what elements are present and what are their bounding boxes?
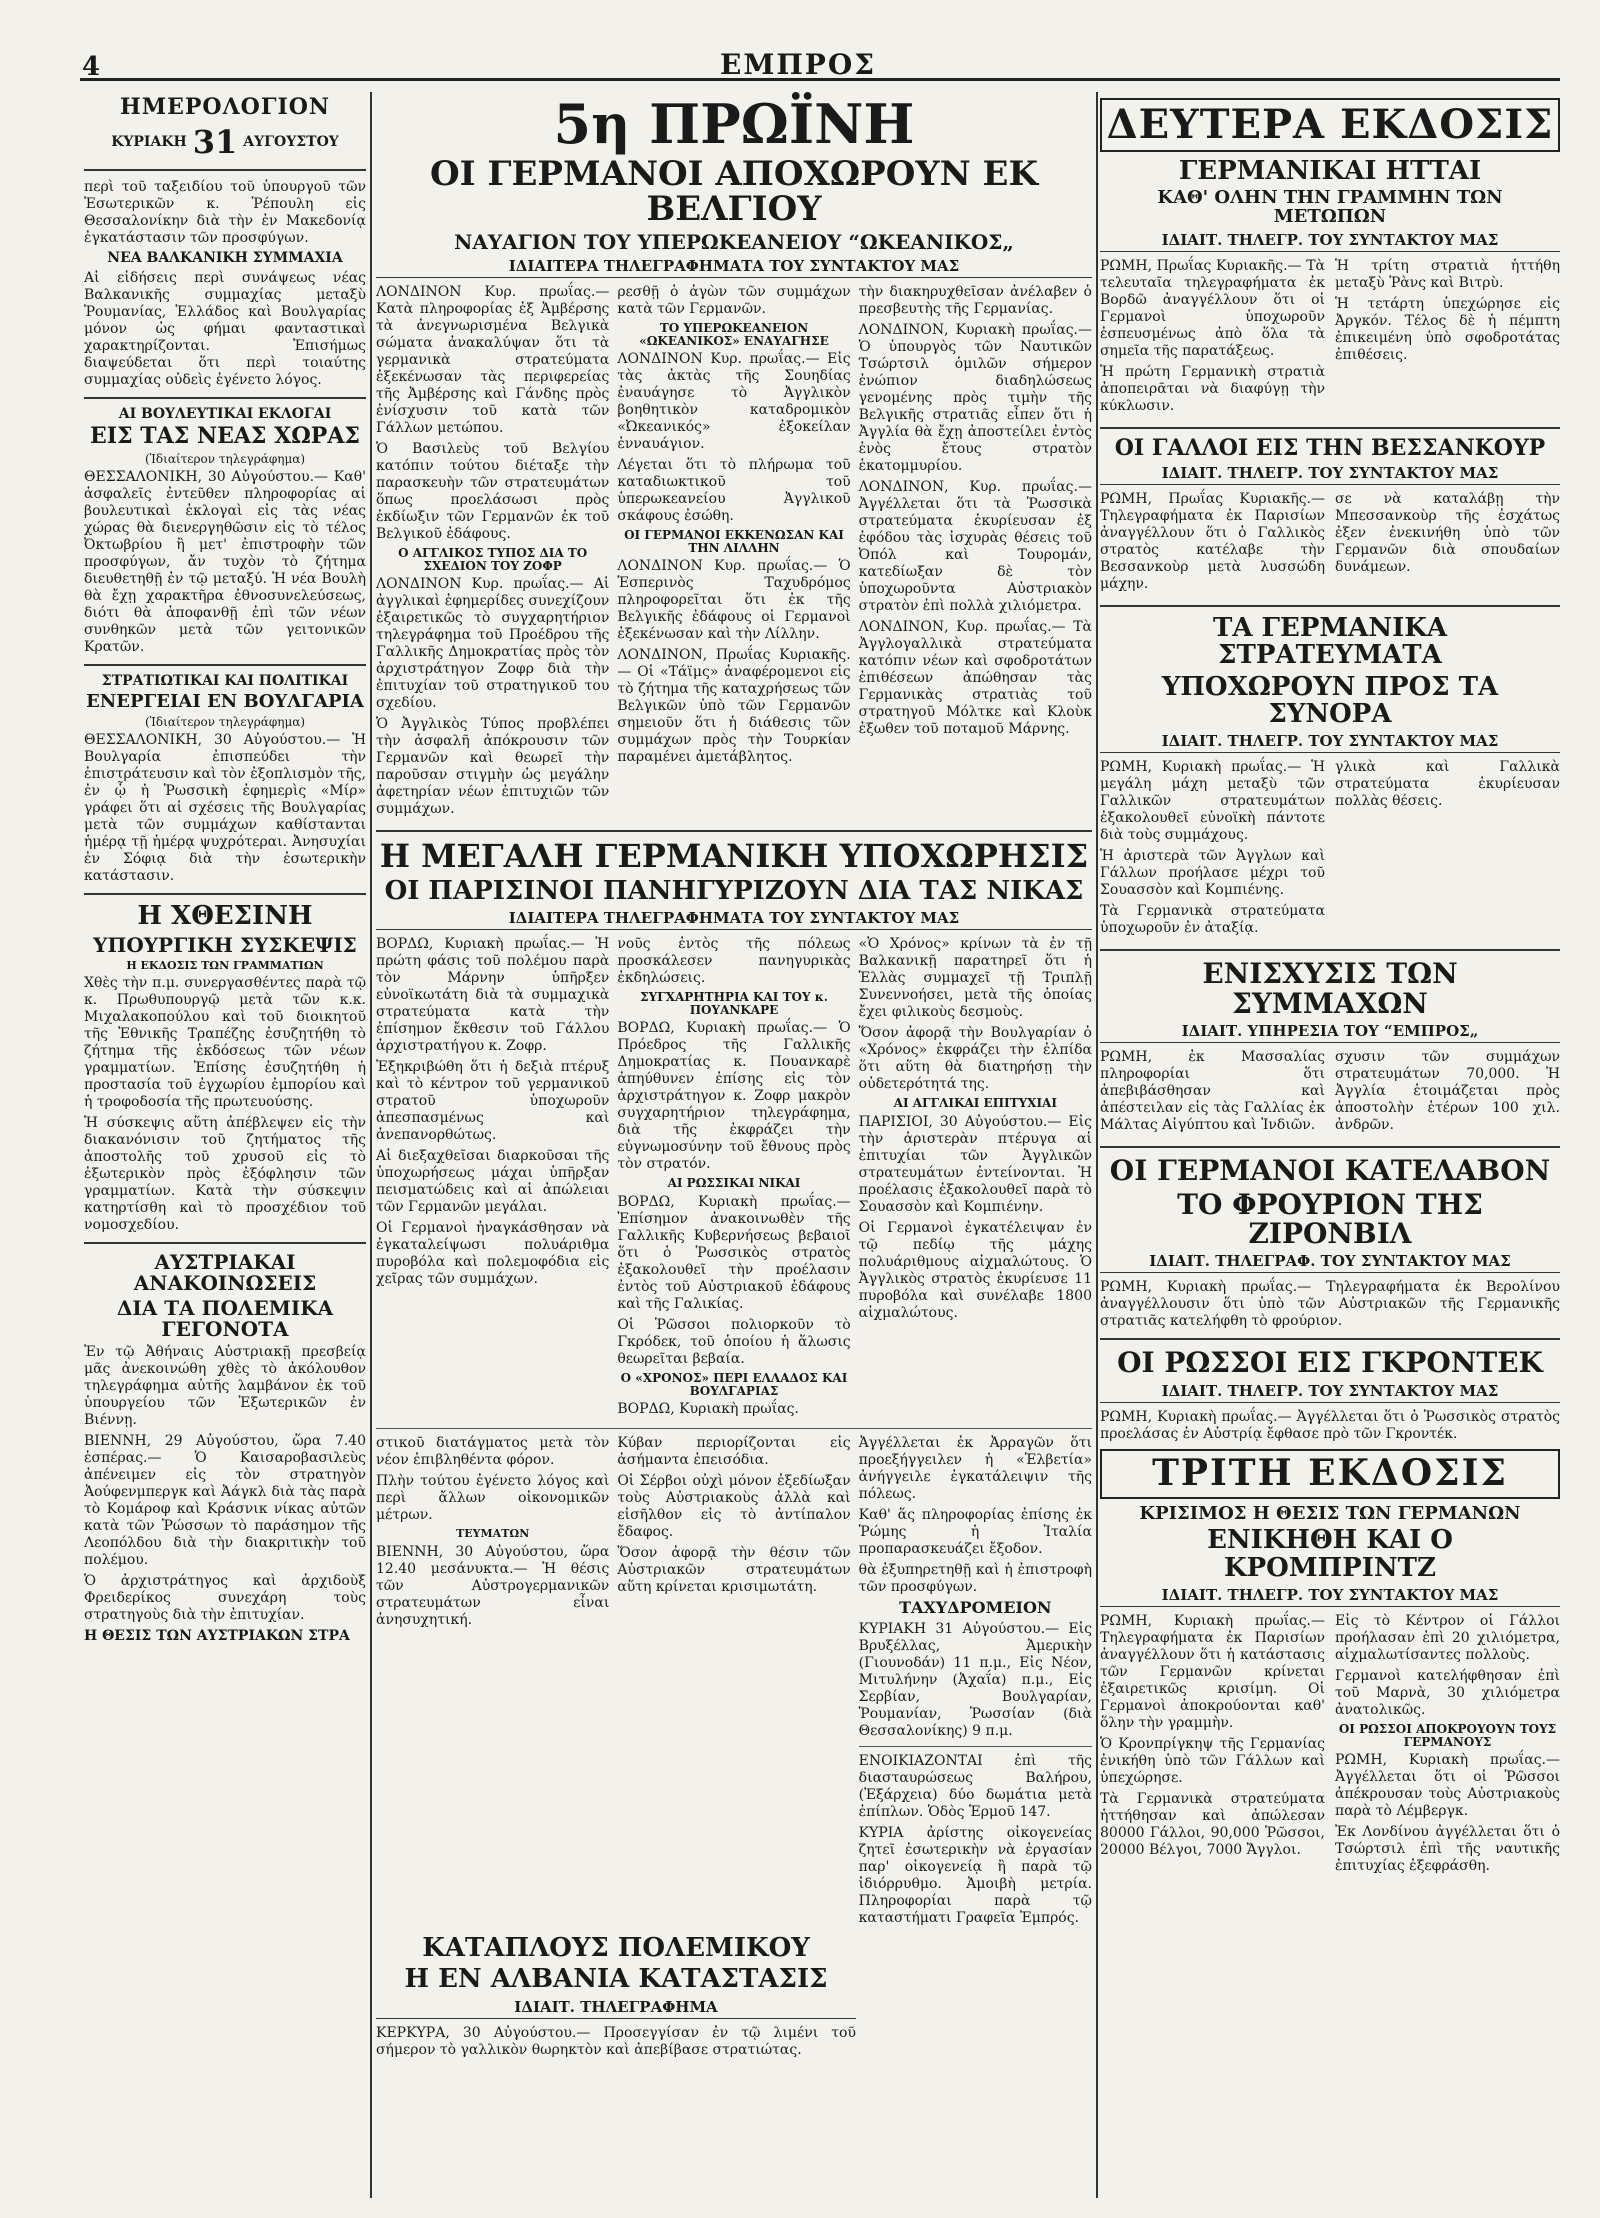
- subcolumn-1: [376, 1435, 609, 1931]
- headline-retreat: Η ΜΕΓΑΛΗ ΓΕΡΜΑΝΙΚΗ ΥΠΟΧΩΡΗΣΙΣ: [379, 837, 1089, 876]
- article-text: Γερμανοὶ κατελήφθησαν ἐπὶ τοῦ Μαρνὰ, 30 χιλιόμετρα ἀνατολικῶς.: [1335, 1667, 1560, 1718]
- subcolumn-3: [859, 284, 1092, 822]
- article-text: νοῦς ἐντὸς τῆς πόλεως προσκάλεσεν πανηγυρικὰς ἐκδηλώσεις.: [617, 936, 851, 987]
- headline-troops: ΤΑ ΓΕΡΜΑΝΙΚΑ ΣΤΡΑΤΕΥΜΑΤΑ: [1212, 613, 1448, 671]
- headline-chronos-greece: Ο «ΧΡΟΝΟΣ» ΠΕΡΙ ΕΛΛΑΔΟΣ ΚΑΙ ΒΟΥΛΓΑΡΙΑΣ: [620, 1370, 848, 1398]
- article-text: Ὅσον ἀφορᾷ τὴν Βουλγαρίαν ὁ «Χρόνος» ἐκφράζει τὴν ἐλπίδα ὅτι αὕτη θὰ διατηρήσῃ τὴν οὐδετερότητά της.: [858, 1025, 1092, 1093]
- article-text: ρεσθῇ ὁ ἀγὼν τῶν συμμάχων κατὰ τῶν Γερμανῶν.: [617, 284, 851, 318]
- headline-front: ΚΑΘ' ΟΛΗΝ ΤΗΝ ΓΡΑΜΜΗΝ ΤΩΝ ΜΕΤΩΠΩΝ: [1157, 187, 1503, 228]
- headline-defeated: ΓΕΡΜΑΝΙΚΑΙ ΗΤΤΑΙ: [1178, 156, 1482, 186]
- article-text: Χθὲς τὴν π.μ. συνεργασθέντες παρὰ τῷ κ. Πρωθυπουργῷ μετὰ τῶν κ.κ. Μιχαλακοπούλου καὶ τοῦ διοικητοῦ τῆς Ἐθνικῆς Τραπέζης ἐσυζητήθη τὸ ζήτημα τῆς ἐκδόσεως τῶν νέων γραμματίων. Ἐπίσης ἐσυζητήθη ἡ προστασία τοῦ ἐγχωρίου ἐμπορίου καὶ ἡ τροφοδοσία τῆς πρωτευούσης.: [84, 975, 366, 1111]
- telegram-label: (Ἰδιαίτερον τηλεγράφημα): [144, 451, 306, 466]
- telegram-tag: ΙΔΙΑΙΤ. ΤΗΛΕΓΡΑΦΗΜΑ: [376, 1998, 856, 2019]
- article-text: ΡΩΜΗ, Κυριακὴ πρωΐας.— Ἀγγέλλεται ὅτι οἱ Ῥῶσσοι ἀπέκρουσαν τοὺς Αὐστριακοὺς παρὰ τὸ Λέμβεργκ.: [1335, 1752, 1560, 1820]
- subcolumns-bottom: [376, 1435, 1092, 1931]
- divider: [84, 893, 366, 895]
- article-text: ΒΟΡΔΩ, Κυριακὴ πρωΐας.— Ἡ πρώτη φάσις τοῦ πολέμου παρὰ τὸν Μάρνην ὑπῆρξεν εὐνοϊκωτάτη διὰ τὰ συμμαχικὰ στρατεύματα κατὰ τὴν ἐπίσημον ἔκθεσιν τοῦ Γάλλου ἀρχιστρατήγου κ. Ζοφρ.: [376, 936, 610, 1055]
- headline-bulgaria: ΕΝΕΡΓΕΙΑΙ ΕΝ ΒΟΥΛΓΑΡΙΑ: [86, 690, 364, 712]
- article-text: Εἰς τὸ Κέντρον οἱ Γάλλοι προήλασαν ἐπὶ 20 χιλιόμετρα, αἰχμαλωτίσαντες πολλοὺς.: [1335, 1612, 1560, 1663]
- telegram-tag: ΙΔΙΑΙΤ. ΤΗΛΕΓΡ. ΤΟΥ ΣΥΝΤΑΚΤΟΥ ΜΑΣ: [1100, 464, 1560, 485]
- headline-lille: ΟΙ ΓΕΡΜΑΝΟΙ ΕΚΚΕΝΩΣΑΝ ΚΑΙ ΤΗΝ ΛΙΛΛΗΝ: [624, 528, 844, 555]
- second-edition-banner: ΔΕΥΤΕΡΑ ΕΚΔΟΣΙΣ: [1100, 98, 1560, 152]
- subcolumn-3: [859, 936, 1092, 1422]
- telegram-tag: ΙΔΙΑΙΤ. ΤΗΛΕΓΡ. ΤΟΥ ΣΥΝΤΑΚΤΟΥ ΜΑΣ: [1100, 1382, 1560, 1403]
- article-text: ΡΩΜΗ, ἐκ Μασσαλίας πληροφορίαι ὅτι ἀπεβιβάσθησαν καὶ ἀπέστειλαν εἰς τὰς Γαλλίας ἐκ Μάλτας Αἰγύπτου καὶ Ἰνδιῶν.: [1100, 1049, 1325, 1134]
- subcolumns: [1100, 759, 1560, 941]
- subcolumn-1: [1100, 491, 1325, 597]
- article-text: Αἱ διεξαχθεῖσαι διαρκοῦσαι τῆς ὑποχωρήσεως μάχαι ὑπῆρξαν πεισματώδεις καὶ αἱ ἀπώλειαι τῶν Γερμανῶν μεγάλαι.: [376, 1148, 610, 1216]
- divider: [1100, 949, 1560, 951]
- calendar-title: ΗΜΕΡΟΛΟΓΙΟΝ: [119, 94, 331, 120]
- article-text: Ἡ πρώτη Γερμανικὴ στρατιὰ ἀποπειρᾶται νὰ διαφύγῃ τὴν κύκλωσιν.: [1100, 364, 1325, 415]
- article-text: Ἡ σύσκεψις αὕτη ἀπέβλεψεν εἰς τὴν διακανόνισιν τοῦ ζητήματος τῆς ἀποστολῆς τοῦ χρυσοῦ εἰς τὸ ἐξωτερικὸν πρὸς ἐξόφλησιν τῶν γραμματίων. Κατὰ τὴν σύσκεψιν κατηρτίσθη καὶ τὸ προσχέδιον τοῦ νομοσχεδίου.: [84, 1115, 366, 1234]
- subcolumn-1: [376, 284, 609, 822]
- subcolumn-2: [617, 1435, 850, 1931]
- headline-okeanikos: ΤΟ ΥΠΕΡΩΚΕΑΝΕΙΟΝ «ΩΚΕΑΝΙΚΟΣ» ΕΝΑΥΑΓΗΣΕ: [639, 321, 829, 348]
- headline-paris: ΟΙ ΠΑΡΙΣΙΝΟΙ ΠΑΝΗΓΥΡΙΖΟΥΝ ΔΙΑ ΤΑΣ ΝΙΚΑΣ: [384, 875, 1084, 906]
- subcolumn-2: [617, 284, 850, 822]
- article-text: Οἱ Ῥῶσσοι πολιορκοῦν τὸ Γκρόδεκ, τοῦ ὁποίου ἡ ἅλωσις θεωρεῖται βεβαία.: [617, 1316, 851, 1367]
- divider: [84, 169, 366, 171]
- telegram-label: (Ἰδιαίτερον τηλεγράφημα): [144, 714, 306, 729]
- header-rule: [80, 78, 1560, 81]
- article-text: σχυσιν τῶν συμμάχων στρατευμάτων 70,000. Ἡ Ἀγγλία ἑτοιμάζεται πρὸς ἀποστολὴν ἑτέρων 100 χιλ. ἀνδρῶν.: [1335, 1049, 1560, 1134]
- subcolumns: [1100, 258, 1560, 419]
- article-text: ΡΩΜΗ, Πρωΐας Κυριακῆς.— Τὰ τελευταῖα τηλεγραφήματα ἐκ Βορδῶ ἀναγγέλλουν ὅτι οἱ Γερμανοὶ ὑποχωροῦν ἐσπευσμένως ἀπὸ ὅλα τὰ σημεῖα τῆς παρατάξεως.: [1100, 258, 1325, 360]
- article-text: ΒΙΕΝΝΗ, 29 Αὐγούστου, ὥρα 7.40 ἑσπέρας.— Ὁ Καισαροβασιλεὺς ἀπένειμεν εἰς τὸν στρατηγὸν Ἀούφενμπεργκ καὶ Ἀάγκλ διὰ τὰς παρὰ τὸ Κομάροφ καὶ Κράσνικ νίκας αὐτῶν κατὰ τῶν Ῥώσσων τὸ παράσημον τῆς Λεοπόλδου διὰ τὴν διακριτικὴν τοῦ πολέμου.: [84, 1433, 366, 1569]
- headline-english: ΑΙ ΑΓΓΛΙΚΑΙ ΕΠΙΤΥΧΙΑΙ: [893, 1096, 1057, 1111]
- divider: [84, 397, 366, 399]
- divider: [1100, 1146, 1560, 1148]
- article-text: ΡΩΜΗ, Κυριακὴ πρωΐας.— Ἀγγέλλεται ὅτι ὁ Ῥωσσικὸς στρατὸς προελάσας ἐν Αὐστρίᾳ ἔφθασε πρὸ τῶν Γκροντέκ.: [1100, 1408, 1560, 1442]
- subcolumn-1: [1100, 258, 1325, 419]
- page-number: 4: [82, 52, 101, 82]
- third-edition-banner: ΤΡΙΤΗ ΕΚΔΟΣΙΣ: [1100, 1449, 1560, 1499]
- albania-section: [376, 1932, 856, 2059]
- article-text: ΡΩΜΗ, Πρωΐας Κυριακῆς.— Τηλεγραφήματα ἐκ Παρισίων ἀναγγέλλουν ὅτι ὁ Γαλλικὸς στρατὸς κατέλαβε τὴν Βεσσανκοὺρ μετὰ λυσσώδη μάχην.: [1100, 491, 1325, 593]
- headline-crownprince: ΕΝΙΚΗΘΗ ΚΑΙ Ο ΚΡΟΜΠΡΙΝΤΖ: [1207, 1525, 1453, 1583]
- article-text: σε νὰ καταλάβῃ τὴν Μπεσσανκοὺρ τῆς ἐσχάτως ἐξεν ἐνεκινήθη ὑπὸ τῶν Γερμανῶν διὰ σπουδαίων δυνάμεων.: [1335, 491, 1560, 576]
- subcolumn-2: [617, 936, 850, 1422]
- advertisement: ΚΥΡΙΑ ἀρίστης οἰκογενείας ζητεῖ ἐσωτερικὴν νὰ ἐργασίαν παρ' οἰκογενείᾳ ἢ παρὰ τῷ ἰδιόρρυθμο. Ἀμοιβὴ μετρία. Πληροφορίαι παρὰ τῷ καταστήματι Γραφεῖα Ἐμπρός.: [858, 1824, 1092, 1926]
- subcolumn-1: [1100, 759, 1325, 941]
- divider: [1100, 605, 1560, 607]
- subcolumns: [1100, 491, 1560, 597]
- subcolumns: [1100, 1613, 1560, 1879]
- sub-headline: ΝΑΥΑΓΙΟΝ ΤΟΥ ΥΠΕΡΩΚΕΑΝΕΙΟΥ “ΩΚΕΑΝΙΚΟΣ„: [454, 230, 1014, 255]
- subcolumns: [1100, 1049, 1560, 1138]
- post-text: ΚΥΡΙΑΚΗ 31 Αὐγούστου.— Εἰς Βρυξέλλας, Ἀμερικὴν (Γιουνοδάν) 11 π.μ., Εἰς Νέον, Μιτυλήνην (Ἀχαΐα) π.μ., Εἰς Σερβίαν, Βουλγαρίαν, Ῥουμανίαν, Ῥωσσίαν (διὰ Θεσσαλονίκης) 9 π.μ.: [858, 1620, 1092, 1739]
- article-text: Ἡ ἀριστερὰ τῶν Ἀγγλων καὶ Γάλλων προήλασε μέχρι τοῦ Σουασσὸν καὶ Κομπιένης.: [1100, 848, 1325, 899]
- article-text: Καθ' ἅς πληροφορίας ἐπίσης ἐκ Ῥώμης ἡ Ἰταλία προπαρασκευάζει ἔξοδον.: [858, 1507, 1092, 1558]
- article-text: Ὅσον ἀφορᾷ τὴν θέσιν τῶν Αὐστριακῶν στρατευμάτων αὕτη κρίνεται κρισιμωτάτη.: [617, 1545, 851, 1596]
- calendar-date-line: [84, 123, 366, 161]
- advertisement: ΕΝΟΙΚΙΑΖΟΝΤΑΙ ἐπὶ τῆς διασταυρώσεως Βαλήρου, (Ἐξάρχεια) δύο δωμάτια μετὰ ἐπίπλων. Ὁδὸς Ἑρμοῦ 147.: [858, 1752, 1092, 1820]
- article-text: ΒΟΡΔΩ, Κυριακὴ πρωΐας.— Ἐπίσημον ἀνακοινωθὲν τῆς Γαλλικῆς Κυβερνήσεως βεβαιοῖ ὅτι ὁ Ῥωσσικὸς στρατὸς ἐξακολουθεῖ τὴν προέλασιν ἐντὸς τοῦ Αὐστριακοῦ ἐδάφους καὶ τῆς Γαλικίας.: [617, 1193, 851, 1312]
- headline-repel: ΟΙ ΡΩΣΣΟΙ ΑΠΟΚΡΟΥΟΥΝ ΤΟΥΣ ΓΕΡΜΑΝΟΥΣ: [1338, 1721, 1557, 1749]
- divider: [376, 1428, 1092, 1429]
- masthead: ΕΜΠΡΟΣ: [720, 48, 877, 81]
- article-text: Λέγεται ὅτι τὸ πλήρωμα τοῦ καταδιωκτικοῦ τοῦ ὑπερωκεανείου Ἀγγλικοῦ σκάφους ἐσώθη.: [617, 457, 851, 525]
- main-headline: ΟΙ ΓΕΡΜΑΝΟΙ ΑΠΟΧΩΡΟΥΝ ΕΚ ΒΕΛΓΙΟΥ: [429, 153, 1038, 230]
- article-text: ΠΑΡΙΣΙΟΙ, 30 Αὐγούστου.— Εἰς τὴν ἀριστερὰν πτέρυγα αἱ ἐπιτυχίαι τῶν Ἀγγλικῶν στρατευμάτων ἐντείνονται. Ἡ προέλασις ἐξακολουθεῖ παρὰ τὸ Σουασσὸν καὶ Κομπιένην.: [858, 1113, 1092, 1215]
- column-right: [1100, 92, 1560, 2198]
- divider: [1100, 1338, 1560, 1340]
- headline-grodek: ΟΙ ΡΩΣΣΟΙ ΕΙΣ ΓΚΡΟΝΤΕΚ: [1117, 1346, 1543, 1380]
- headline-captured: ΟΙ ΓΕΡΜΑΝΟΙ ΚΑΤΕΛΑΒΟΝ: [1109, 1154, 1551, 1188]
- telegram-tag: ΙΔΙΑΙΤΕΡΑ ΤΗΛΕΓΡΑΦΗΜΑΤΑ ΤΟΥ ΣΥΝΤΑΚΤΟΥ ΜΑΣ: [376, 909, 1092, 930]
- subcolumn-1: [376, 936, 609, 1422]
- subcolumn-2: [1335, 1613, 1560, 1879]
- headline-border: ΥΠΟΧΩΡΟΥΝ ΠΡΟΣ ΤΑ ΣΥΝΟΡΑ: [1161, 671, 1499, 730]
- article-text: Οἱ Γερμανοὶ ἠναγκάσθησαν νὰ ἐγκαταλείψωσι πολυάριθμα πυροβόλα καὶ πολεμοφόδια εἰς χεῖρας τῶν συμμάχων.: [376, 1220, 610, 1288]
- austrian-telegram-label: ΤΕΥΜΑΤΩΝ: [456, 1527, 530, 1541]
- article-text: «Ὁ Χρόνος» κρίνων τὰ ἐν τῇ Βαλκανικῇ παρατηρεῖ ὅτι ἡ Ἑλλὰς συμμαχεῖ τῇ Τριπλῇ Συνεννοήσει, μετὰ τῆς ὁποίας ἔχει φιλικοὺς δεσμοὺς.: [858, 936, 1092, 1021]
- calendar-month: ΑΥΓΟΥΣΤΟΥ: [243, 134, 339, 151]
- article-text: ΡΩΜΗ, Κυριακὴ πρωΐας.— Ἡ μεγάλη μάχη μεταξὺ τῶν Γαλλικῶν στρατευμάτων ἐξακολουθεῖ εὐνοϊκὴ πάντοτε διὰ τοὺς συμμάχους.: [1100, 759, 1325, 844]
- article-text: ΒΟΡΔΩ, Κυριακὴ πρωΐας.— Ὁ Πρόεδρος τῆς Γαλλικῆς Δημοκρατίας κ. Πουανκαρὲ ἀπηύθυνεν ἐπίσης εἰς τὸν ἀρχιστράτηγον κ. Ζοφρ μακρὸν συγχαρητήριον τηλεγράφημα, διὰ τῆς ἐκφράζει τὴν εὐγνωμοσύνην τοῦ ἔθνους πρὸς τὸν στρατόν.: [617, 1020, 851, 1173]
- article-text: ΛΟΝΔΙΝΟΝ Κυρ. πρωΐας.— Αἱ ἀγγλικαὶ ἐφημερίδες συνεχίζουν ἐξαιρετικῶς τὸ συγχαρητήριον τηλεγράφημα τοῦ Προέδρου τῆς Γαλλικῆς Δημοκρατίας πρὸς τὸν ἀρχιστράτηγον Ζοφρ διὰ τὴν ἐπιτυχίαν τοῦ στρατηγικοῦ του σχεδίου.: [376, 576, 610, 712]
- subcolumn-3: [859, 1435, 1092, 1931]
- column-center: [376, 92, 1092, 2198]
- post-title: ΤΑΧΥΔΡΟΜΕΙΟΝ: [899, 1598, 1052, 1618]
- divider: [376, 830, 1092, 832]
- divider: [84, 1242, 366, 1244]
- headline-cataplous: ΚΑΤΑΠΛΟΥΣ ΠΟΛΕΜΙΚΟΥ: [422, 1932, 810, 1963]
- subcolumn-1: [1100, 1613, 1325, 1879]
- article-text: ΛΟΝΔΙΝΟΝ, Κυριακὴ πρωΐας.— Ὁ ὑπουργὸς τῶν Ναυτικῶν Τσώρτσιλ ὁμιλῶν σήμερον ἐνώπιον διαδηλώσεως γενομένης πρὸς τιμὴν τῆς Βελγικῆς στρατιᾶς εἶπεν ὅτι ἡ Ἀγγλία θὰ ἔχῃ ἀποστείλει ἐντὸς ἑνὸς ἔτους στρατὸν ἑκατομμυρίου.: [858, 322, 1092, 475]
- headline-poincare: ΣΥΓΧΑΡΗΤΗΡΙΑ ΚΑΙ ΤΟΥ κ. ΠΟΥΑΝΚΑΡΕ: [640, 990, 828, 1017]
- article-text: ΛΟΝΔΙΝΟΝ, Κυρ. πρωΐας.— Ἀγγέλλεται ὅτι τὰ Ῥωσσικὰ στρατεύματα ἐκυρίευσαν ἐξ ἐφόδου τὰς ἰσχυρὰς θέσεις τοῦ Ὀπόλ καὶ Τουρομάν, κατεδίωξαν δὲ τὸν ὑποχωροῦντα Αὐστριακὸν στρατὸν ἐπὶ πολλὰ χιλιόμετρα.: [858, 479, 1092, 615]
- article-text: Πλὴν τούτου ἐγένετο λόγος καὶ περὶ ἄλλων οἰκονομικῶν μέτρων.: [376, 1473, 610, 1524]
- headline-alliance: ΝΕΑ ΒΑΛΚΑΝΙΚΗ ΣΥΜΜΑΧΙΑ: [107, 250, 343, 267]
- divider: [859, 1746, 1092, 1747]
- divider: [1100, 427, 1560, 429]
- article-text: Οἱ Σέρβοι οὐχὶ μόνον ἐξεδίωξαν τοὺς Αὐστριακοὺς ἀλλὰ καὶ εἰσῆλθον εἰς τὸ ἀντίπαλον ἔδαφος.: [617, 1473, 851, 1541]
- calendar-day: ΚΥΡΙΑΚΗ: [111, 134, 187, 151]
- article-text: Ὁ Βασιλεὺς τοῦ Βελγίου κατόπιν τούτου διέταξε τὴν παρασκευὴν τῶν στρατευμάτων ὅπως προελάσωσι πρὸς ἐκδίωξιν τῶν Γερμανῶν ἐκ τοῦ Βελγικοῦ ἐδάφους.: [376, 441, 610, 543]
- divider: [84, 664, 366, 666]
- headline-council-2: ΥΠΟΥΡΓΙΚΗ ΣΥΣΚΕΨΙΣ: [93, 932, 357, 957]
- article-text: Ὁ Ἀγγλικὸς Τύπος προβλέπει τὴν ἀσφαλῆ ἀπόκρουσιν τῶν Γερμανῶν καὶ θεωρεῖ τὴν παροῦσαν στιγμὴν ὡς μεγάλην ἀφετηρίαν νέων ἐπιτυχιῶν τῶν συμμάχων.: [376, 716, 610, 818]
- article-text: Ὁ ἀρχιστράτηγος καὶ ἀρχιδοὺξ Φρειδερίκος συνεχάρη τοὺς στρατηγοὺς διὰ τὴν ἐπιτυχίαν.: [84, 1573, 366, 1624]
- headline-zironbil: ΤΟ ΦΡΟΥΡΙΟΝ ΤΗΣ ΖΙΡΟΝΒΙΛ: [1177, 1187, 1483, 1250]
- article-text: ΒΟΡΔΩ, Κυριακὴ πρωΐας.: [617, 1401, 799, 1418]
- article-text: Ὁ Κρονπρίγκηψ τῆς Γερμανίας ἐνικήθη ὑπὸ τῶν Γάλλων καὶ ὑπεχώρησε.: [1100, 1735, 1325, 1786]
- article-text: ΛΟΝΔΙΝΟΝ Κυρ. πρωΐας.— Ὁ Ἑσπερινὸς Ταχυδρόμος πληροφορεῖται ὅτι ἐκ τῆς Βελγικῆς ἐδάφους οἱ Γερμανοὶ ἐξεκένωσαν καὶ τὴν Λίλλην.: [617, 558, 851, 643]
- article-text: ΒΙΕΝΝΗ, 30 Αὐγούστου, ὥρα 12.40 μεσάνυκτα.— Ἡ θέσις τῶν Αὐστρογερμανικῶν στρατευμάτων εἶναι ἀνησυχητική.: [376, 1543, 610, 1628]
- article-text: ΘΕΣΣΑΛΟΝΙΚΗ, 30 Αὐγούστου.— Ἡ Βουλγαρία ἐπισπεύδει τὴν ἐπιστράτευσιν καὶ τὸν ἐξοπλισμὸν τῆς, ἐν ᾧ ἡ Ῥωσσικὴ ἐφημερὶς «Μίρ» γράφει ὅτι αἱ σχέσεις τῆς Βουλγαρίας μετὰ τῶν συμμάχων καθίστανται ἡμέρᾳ τῇ ἡμέρᾳ ψυχρότεραι. Ἀνησυχίαι ἐν Σόφιᾳ διὰ τὴν ἐσωτερικὴν κατάστασιν.: [84, 732, 366, 885]
- headline-critical: ΚΡΙΣΙΜΟΣ Η ΘΕΣΙΣ ΤΩΝ ΓΕΡΜΑΝΩΝ: [1139, 1502, 1521, 1524]
- telegram-tag: ΙΔΙΑΙΤ. ΤΗΛΕΓΡ. ΤΟΥ ΣΥΝΤΑΚΤΟΥ ΜΑΣ: [1100, 1586, 1560, 1607]
- headline-austria-2: ΔΙΑ ΤΑ ΠΟΛΕΜΙΚΑ ΓΕΓΟΝΟΤΑ: [116, 1296, 334, 1342]
- article-text: Τὰ Γερμανικὰ στρατεύματα ὑποχωροῦν ἐν ἀταξίᾳ.: [1100, 903, 1325, 937]
- telegram-tag: ΙΔΙΑΙΤ. ΤΗΛΕΓΡ. ΤΟΥ ΣΥΝΤΑΚΤΟΥ ΜΑΣ: [1100, 231, 1560, 252]
- article-text: θὰ ἐξυπηρετηθῇ καὶ ἡ ἐπιστροφὴ τῶν προσφύγων.: [858, 1562, 1092, 1596]
- article-text: Ἐξηκριβώθη ὅτι ἡ δεξιὰ πτέρυξ καὶ τὸ κέντρον τοῦ γερμανικοῦ στρατοῦ ὑποχωροῦν ἀπεσπασμένως καὶ ἀνεπανορθώτως.: [376, 1059, 610, 1144]
- subcolumn-2: [1335, 258, 1560, 419]
- subcolumn-1: [1100, 1049, 1325, 1138]
- headline-reinforce: ΕΝΙΣΧΥΣΙΣ ΤΩΝ ΣΥΜΜΑΧΩΝ: [1202, 957, 1458, 1020]
- article-text: περὶ τοῦ ταξειδίου τοῦ ὑπουργοῦ τῶν Ἐσωτερικῶν κ. Ῥέπουλη εἰς Θεσσαλονίκην διὰ τὴν ἐν Μακεδονίᾳ ἐγκατάστασιν τῶν προσφύγων.: [84, 179, 366, 247]
- article-text: ΘΕΣΣΑΛΟΝΙΚΗ, 30 Αὐγούστου.— Καθ' ἀσφαλεῖς ἐντεῦθεν πληροφορίας αἱ βουλευτικαὶ ἐκλογαὶ εἰς τὰς νέας χώρας θὰ διενεργηθῶσιν εἰς τὸ τέλος Ὀκτωβρίου ἢ μετ' ἐπιστροφὴν τῶν προσφύγων, ἄν τυχὸν τὸ ζήτημα διευθετηθῇ ἐν τῷ μεταξύ. Ἡ νέα Βουλὴ θὰ ἔχῃ χαρακτῆρα ἐθνοσυνελεύσεως, διότι θὰ ἀποφανθῇ ἐπὶ τῶν νέων συνθηκῶν μετὰ τῶν γειτονικῶν Κρατῶν.: [84, 469, 366, 656]
- subcolumn-2: [1335, 491, 1560, 597]
- article-text: Ἀγγέλλεται ἐκ Ἀρραγῶν ὅτι προεξήγγειλεν ἡ «Ἑλβετία» ἀνήγγειλε ἐγκατάλειψιν τῆς πόλεως.: [858, 1435, 1092, 1503]
- edition-title: 5η ΠΡΩΪΝΗ: [553, 92, 915, 156]
- subcolumns-middle: [376, 936, 1092, 1422]
- article-text: ΛΟΝΔΙΝΟΝ, Κυρ. πρωΐας.— Τὰ Ἀγγλογαλλικὰ στρατεύματα κατόπιν νέων καὶ σφοδροτάτων ἐπιθέσεων ἀπώθησαν τὰς Γερμανικὰς στρατιὰς τοῦ στρατηγοῦ Μόλτκε καὶ Κλοὺκ ἐξωθεν τοῦ ποταμοῦ Μάρνης.: [858, 619, 1092, 738]
- article-text: Η ΘΕΣΙΣ ΤΩΝ ΑΥΣΤΡΙΑΚΩΝ ΣΤΡΑ: [84, 1628, 350, 1645]
- article-text: γλικὰ καὶ Γαλλικὰ στρατεύματα ἐκυρίευσαν πολλὰς θέσεις.: [1335, 759, 1560, 810]
- article-text: Αἱ εἰδήσεις περὶ συνάψεως νέας Βαλκανικῆς συμμαχίας μεταξὺ Ῥουμανίας, Ἑλλάδος καὶ Βουλγαρίας μόνον ὡς φήμαι φανταστικαὶ χαρακτηρίζονται. Ἐπισήμως διαψεύδεται ὅτι περὶ τοιαύτης συμμαχίας οὐδεὶς ἐγένετο λόγος.: [84, 269, 366, 388]
- article-text: Οἱ Γερμανοὶ ἐγκατέλειψαν ἐν τῷ πεδίῳ τῆς μάχης πολυάριθμους αἰχμαλώτους. Ὁ Ἀγγλικὸς στρατὸς ἐκυρίευσε 11 πυροβόλα καὶ συνέλαβε 1800 αἰχμαλώτους.: [858, 1219, 1092, 1321]
- article-text: ΛΟΝΔΙΝΟΝ, Πρωΐας Κυριακῆς.— Οἱ «Τάϊμς» ἀναφέρομενοι εἰς τὸ ζήτημα τῆς καταχρήσεως τῶν Βελγικῶν ὑπὸ τῶν Γερμανῶν σημειοῦν ὅτι ἡ διάθεσις τῶν συμμάχων πρὸς τὴν Τουρκίαν παραμένει ἀμετάβλητος.: [617, 647, 851, 766]
- telegram-tag: ΙΔΙΑΙΤ. ΥΠΗΡΕΣΙΑ ΤΟΥ “ΕΜΠΡΟΣ„: [1100, 1022, 1560, 1043]
- article-text: Ἡ τετάρτη ὑπεχώρησε εἰς Ἀργκόν. Τέλος δὲ ἡ πέμπτη ἐπικειμένη ὑπὸ σφοδροτάτας ἐπιθέσεις.: [1335, 296, 1560, 364]
- headline-bulgaria-kicker: ΣΤΡΑΤΙΩΤΙΚΑΙ ΚΑΙ ΠΟΛΙΤΙΚΑΙ: [101, 673, 349, 690]
- headline-russian: ΑΙ ΡΩΣΣΙΚΑΙ ΝΙΚΑΙ: [667, 1176, 801, 1191]
- article-text: ΛΟΝΔΙΝΟΝ Κυρ. πρωΐας.— Κατὰ πληροφορίας ἐξ Ἀμβέρσης τὰ ἀνεγνωρισμένα Βελγικὰ σώματα ἀνακαλύψαν ὅτι τὰ γερμανικὰ στρατεύματα ἐξεκένωσαν τὰς περιφερείας τῆς Ἀμβέρσης καὶ Γάνδης πρὸς ἐνίσχυσιν τοῦ κατὰ τῶν Γάλλων μετώπου.: [376, 284, 610, 437]
- headline-zof: Ο ΑΓΓΛΙΚΟΣ ΤΥΠΟΣ ΔΙΑ ΤΟ ΣΧΕΔΙΟΝ ΤΟΥ ΖΟΦΡ: [398, 546, 588, 573]
- headline-albania: Η ΕΝ ΑΛΒΑΝΙΑ ΚΑΤΑΣΤΑΣΙΣ: [404, 1964, 828, 1995]
- subcolumns-top: [376, 284, 1092, 822]
- headline-bessancourt: ΟΙ ΓΑΛΛΟΙ ΕΙΣ ΤΗΝ ΒΕΣΣΑΝΚΟΥΡ: [1114, 435, 1546, 462]
- column-divider: [370, 92, 372, 2198]
- column-divider: [1096, 92, 1098, 2198]
- headline-council-1: Η ΧΘΕΣΙΝΗ: [137, 901, 313, 932]
- article-text: Ἡ τρίτη στρατιὰ ἡττήθη μεταξὺ Ῥὰνς καὶ Βιτρὺ.: [1335, 258, 1560, 292]
- subcolumn-2: [1335, 1049, 1560, 1138]
- headline-elections-kicker: ΑΙ ΒΟΥΛΕΥΤΙΚΑΙ ΕΚΛΟΓΑΙ: [118, 405, 332, 422]
- article-text: τὴν διακηρυχθεῖσαν ἀνέλαβεν ὁ πρεσβευτὴς τῆς Γερμανίας.: [858, 284, 1092, 318]
- article-text: ΚΕΡΚΥΡΑ, 30 Αὐγούστου.— Προσεγγίσαν ἐν τῷ λιμένι τοῦ σήμερον τὸ γαλλικὸν θωρηκτὸν καὶ ἀπεβίβασε στρατιώτας.: [376, 2024, 856, 2058]
- article-text: Κύβαν περιορίζονται εἰς ἀσήμαντα ἐπεισόδια.: [617, 1435, 851, 1469]
- telegram-tag: ΙΔΙΑΙΤΕΡΑ ΤΗΛΕΓΡΑΦΗΜΑΤΑ ΤΟΥ ΣΥΝΤΑΚΤΟΥ ΜΑΣ: [376, 257, 1092, 278]
- article-text: Ἐκ Λονδίνου ἀγγέλλεται ὅτι ὁ Τσώρτσιλ ἐπὶ τῆς ναυτικῆς ἐπιτυχίας ἐξεφράσθη.: [1335, 1824, 1560, 1875]
- headline-austria-1: ΑΥΣΤΡΙΑΚΑΙ ΑΝΑΚΟΙΝΩΣΕΙΣ: [133, 1250, 317, 1296]
- calendar-date: 31: [192, 123, 238, 162]
- article-text: στικοῦ διατάγματος μετὰ τὸν νέον ἐπιβληθέντα φόρον.: [376, 1435, 610, 1469]
- article-text: ΡΩΜΗ, Κυριακὴ πρωΐας.— Τηλεγραφήματα ἐκ Παρισίων ἀναγγέλλουν ὅτι ἡ κατάστασις τῶν Γερμανῶν κρίνεται ἐξαιρετικῶς κρισίμη. Οἱ Γερμανοὶ ἀποκρούονται καθ' ὅλην τὴν γραμμὴν.: [1100, 1612, 1325, 1731]
- column-left: [84, 92, 366, 2198]
- article-text: ΡΩΜΗ, Κυριακὴ πρωΐας.— Τηλεγραφήματα ἐκ Βερολίνου ἀναγγέλλουσιν ὅτι ὑπὸ τῶν Αὐστριακῶν τῆς Γερμανικῆς στρατιᾶς κατελήφθη τὸ φρούριον.: [1100, 1279, 1560, 1330]
- article-text: ΛΟΝΔΙΝΟΝ Κυρ. πρωΐας.— Εἰς τὰς ἀκτὰς τῆς Σουηδίας ἐναυάγησε τὸ Ἀγγλικὸν βοηθητικὸν καταδρομικὸν «Ὠκεανικός» ἐξοκείλαν ἐνναυάγιον.: [617, 351, 851, 453]
- headline-elections: ΕΙΣ ΤΑΣ ΝΕΑΣ ΧΩΡΑΣ: [90, 423, 360, 450]
- article-text: Ἐν τῷ Ἀθήναις Αὐστριακῇ πρεσβείᾳ μᾶς ἀνεκοινώθη χθὲς τὸ ἀκόλουθον τηλεγράφημα αὐτῆς λαμβάνον ἐκ τοῦ ὑπουργείου τῶν Ἐξωτερικῶν ἐν Βιέννῃ.: [84, 1344, 366, 1429]
- telegram-tag: ΙΔΙΑΙΤ. ΤΗΛΕΓΡΑΦ. ΤΟΥ ΣΥΝΤΑΚΤΟΥ ΜΑΣ: [1100, 1252, 1560, 1273]
- subcolumn-2: [1335, 759, 1560, 941]
- headline-council-3: Η ΕΚΔΟΣΙΣ ΤΩΝ ΓΡΑΜΜΑΤΙΩΝ: [126, 958, 324, 972]
- article-text: Τὰ Γερμανικὰ στρατεύματα ἡττήθησαν καὶ ἀπώλεσαν 80000 Γάλλοι, 90,000 Ῥῶσσοι, 20000 Βέλγοι, 7000 Ἄγγλοι.: [1100, 1790, 1325, 1858]
- telegram-tag: ΙΔΙΑΙΤ. ΤΗΛΕΓΡ. ΤΟΥ ΣΥΝΤΑΚΤΟΥ ΜΑΣ: [1100, 732, 1560, 753]
